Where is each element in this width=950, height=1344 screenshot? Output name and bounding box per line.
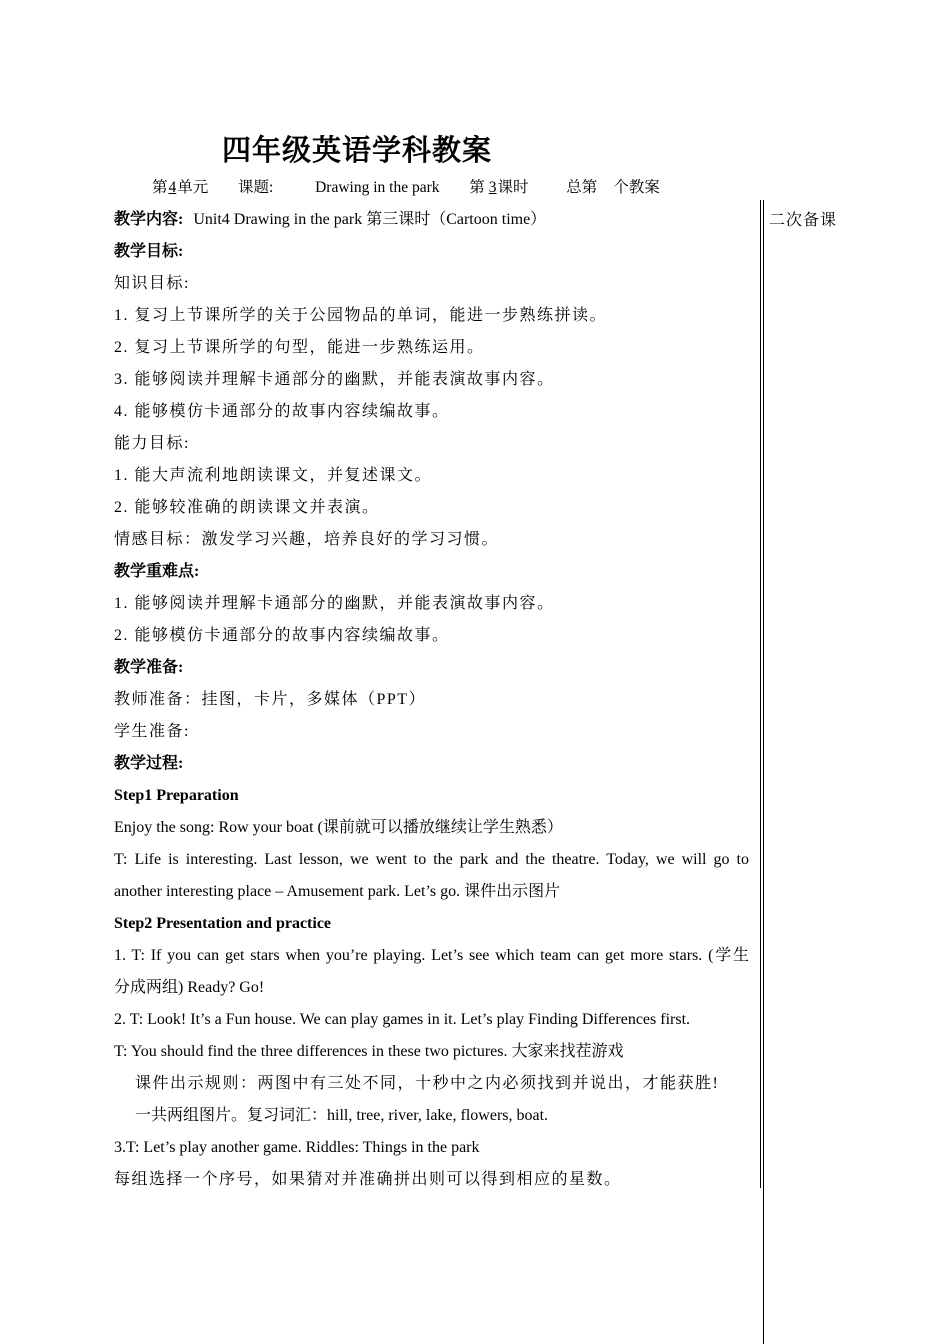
step1-line: Enjoy the song: Row your boat (课前就可以播放继续让学生熟悉）	[114, 819, 563, 836]
step1-heading: Step1 Preparation	[114, 787, 239, 804]
lesson-suffix: 课时	[497, 179, 529, 196]
total-suffix: 个教案	[613, 179, 660, 196]
column-divider-left	[760, 200, 761, 1188]
objectives-heading: 教学目标:	[114, 243, 184, 260]
topic-value: Drawing in the park	[315, 179, 440, 196]
knowledge-item: 2. 复习上节课所学的句型，能进一步熟练运用。	[114, 339, 485, 356]
total-prefix: 总第	[566, 179, 598, 196]
unit-suffix: 单元	[177, 179, 209, 196]
step1-line: T: Life is interesting. Last lesson, we went to the park and the theatre. Today, we will go to	[114, 851, 749, 868]
step2-line: 分成两组) Ready? Go!	[114, 979, 265, 996]
ability-item: 1. 能大声流利地朗读课文，并复述课文。	[114, 467, 433, 484]
teaching-content-line	[114, 204, 749, 236]
total-blank	[597, 179, 613, 197]
process-heading: 教学过程:	[114, 755, 184, 772]
topic-value-underline	[289, 179, 445, 197]
key-point-item: 1. 能够阅读并理解卡通部分的幽默，并能表演故事内容。	[114, 595, 555, 612]
step2-line: 3.T: Let’s play another game. Riddles: Things in the park	[114, 1139, 480, 1156]
step1-line: another interesting place – Amusement park. Let’s go. 课件出示图片	[114, 883, 561, 900]
step2-line: 1. T: If you can get stars when you’re playing. Let’s see which team can get more stars. (学生	[114, 947, 749, 964]
knowledge-item: 1. 复习上节课所学的关于公园物品的单词，能进一步熟练拼读。	[114, 307, 608, 324]
emotion-goal: 情感目标：激发学习兴趣，培养良好的学习习惯。	[114, 531, 500, 548]
unit-number: 4	[168, 179, 177, 196]
teaching-content-value: Unit4 Drawing in the park 第三课时（Cartoon time）	[193, 211, 547, 228]
knowledge-heading: 知识目标:	[114, 275, 190, 292]
step2-line: 课件出示规则：两图中有三处不同，十秒中之内必须找到并说出，才能获胜!	[135, 1075, 720, 1092]
key-points-heading: 教学重难点:	[114, 563, 200, 580]
step2-line: 2. T: Look! It’s a Fun house. We can play games in it. Let’s play Finding Differences first.	[114, 1011, 691, 1028]
step2-line: 一共两组图片。复习词汇：hill, tree, river, lake, flowers, boat.	[135, 1107, 549, 1124]
knowledge-item: 4. 能够模仿卡通部分的故事内容续编故事。	[114, 403, 450, 420]
lesson-prefix: 第	[469, 179, 485, 196]
key-point-item: 2. 能够模仿卡通部分的故事内容续编故事。	[114, 627, 450, 644]
lesson-number: 3	[488, 179, 497, 196]
unit-prefix: 第	[152, 179, 168, 196]
step2-line: 每组选择一个序号，如果猜对并准确拼出则可以得到相应的星数。	[114, 1171, 622, 1188]
ability-heading: 能力目标:	[114, 435, 190, 452]
lesson-content	[114, 204, 749, 1196]
topic-label: 课题:	[238, 179, 274, 196]
lesson-info-line	[152, 175, 660, 197]
column-divider-right	[763, 200, 764, 1344]
teaching-content-label: 教学内容:	[114, 211, 184, 228]
ability-item: 2. 能够较准确的朗读课文并表演。	[114, 499, 380, 516]
teacher-preparation: 教师准备：挂图，卡片，多媒体（PPT）	[114, 691, 427, 708]
knowledge-item: 3. 能够阅读并理解卡通部分的幽默，并能表演故事内容。	[114, 371, 555, 388]
student-preparation: 学生准备:	[114, 723, 190, 740]
page-title: 四年级英语学科教案	[222, 133, 493, 167]
second-prep-label: 二次备课	[769, 212, 838, 229]
preparation-heading: 教学准备:	[114, 659, 184, 676]
step2-heading: Step2 Presentation and practice	[114, 915, 332, 932]
step2-line: T: You should find the three differences in these two pictures. 大家来找茬游戏	[114, 1043, 624, 1060]
